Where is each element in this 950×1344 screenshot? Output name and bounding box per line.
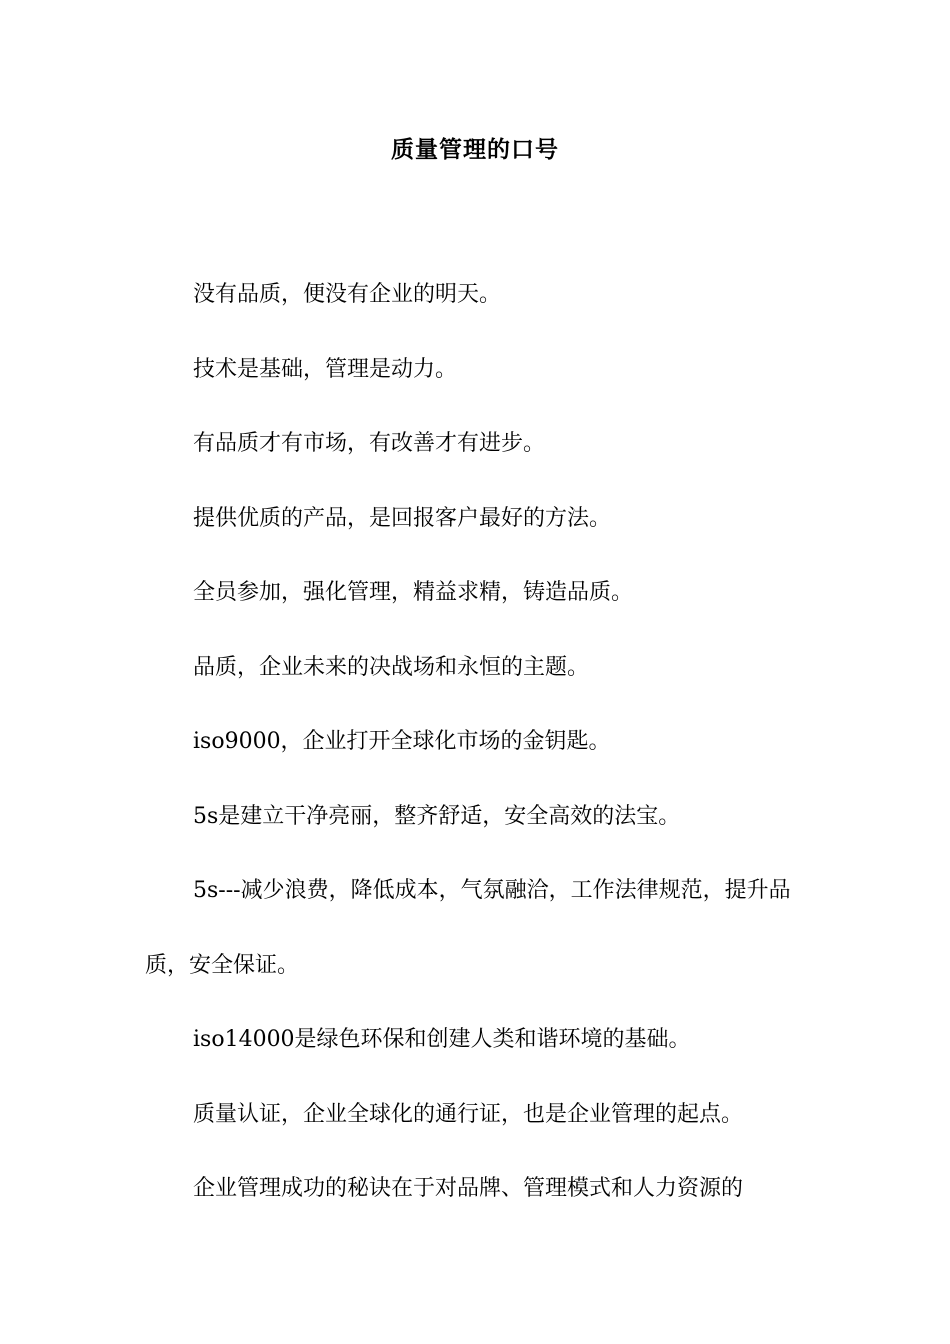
paragraph: 有品质才有市场，有改善才有进步。: [193, 431, 546, 456]
paragraph: 5s是建立干净亮丽，整齐舒适，安全高效的法宝。: [193, 803, 681, 829]
paragraph: 没有品质，便没有企业的明天。: [193, 282, 502, 307]
paragraph: 5s---减少浪费，降低成本，气氛融洽，工作法律规范，提升品质，安全保证。: [145, 878, 791, 978]
paragraph: 质量认证，企业全球化的通行证，也是企业管理的起点。: [193, 1101, 744, 1127]
paragraph: 提供优质的产品，是回报客户最好的方法。: [193, 505, 612, 531]
paragraph: iso9000，企业打开全球化市场的金钥匙。: [193, 729, 611, 754]
paragraph: 企业管理成功的秘诀在于对品牌、管理模式和人力资源的: [193, 1176, 744, 1201]
document-title: 质量管理的口号: [391, 136, 559, 163]
paragraph: 全员参加，强化管理，精益求精，铸造品质。: [193, 580, 634, 605]
paragraph: 品质，企业未来的决战场和永恒的主题。: [193, 654, 590, 680]
document-body: [145, 258, 809, 1227]
paragraph: 技术是基础，管理是动力。: [193, 356, 458, 382]
paragraph: iso14000是绿色环保和创建人类和谐环境的基础。: [193, 1027, 691, 1052]
